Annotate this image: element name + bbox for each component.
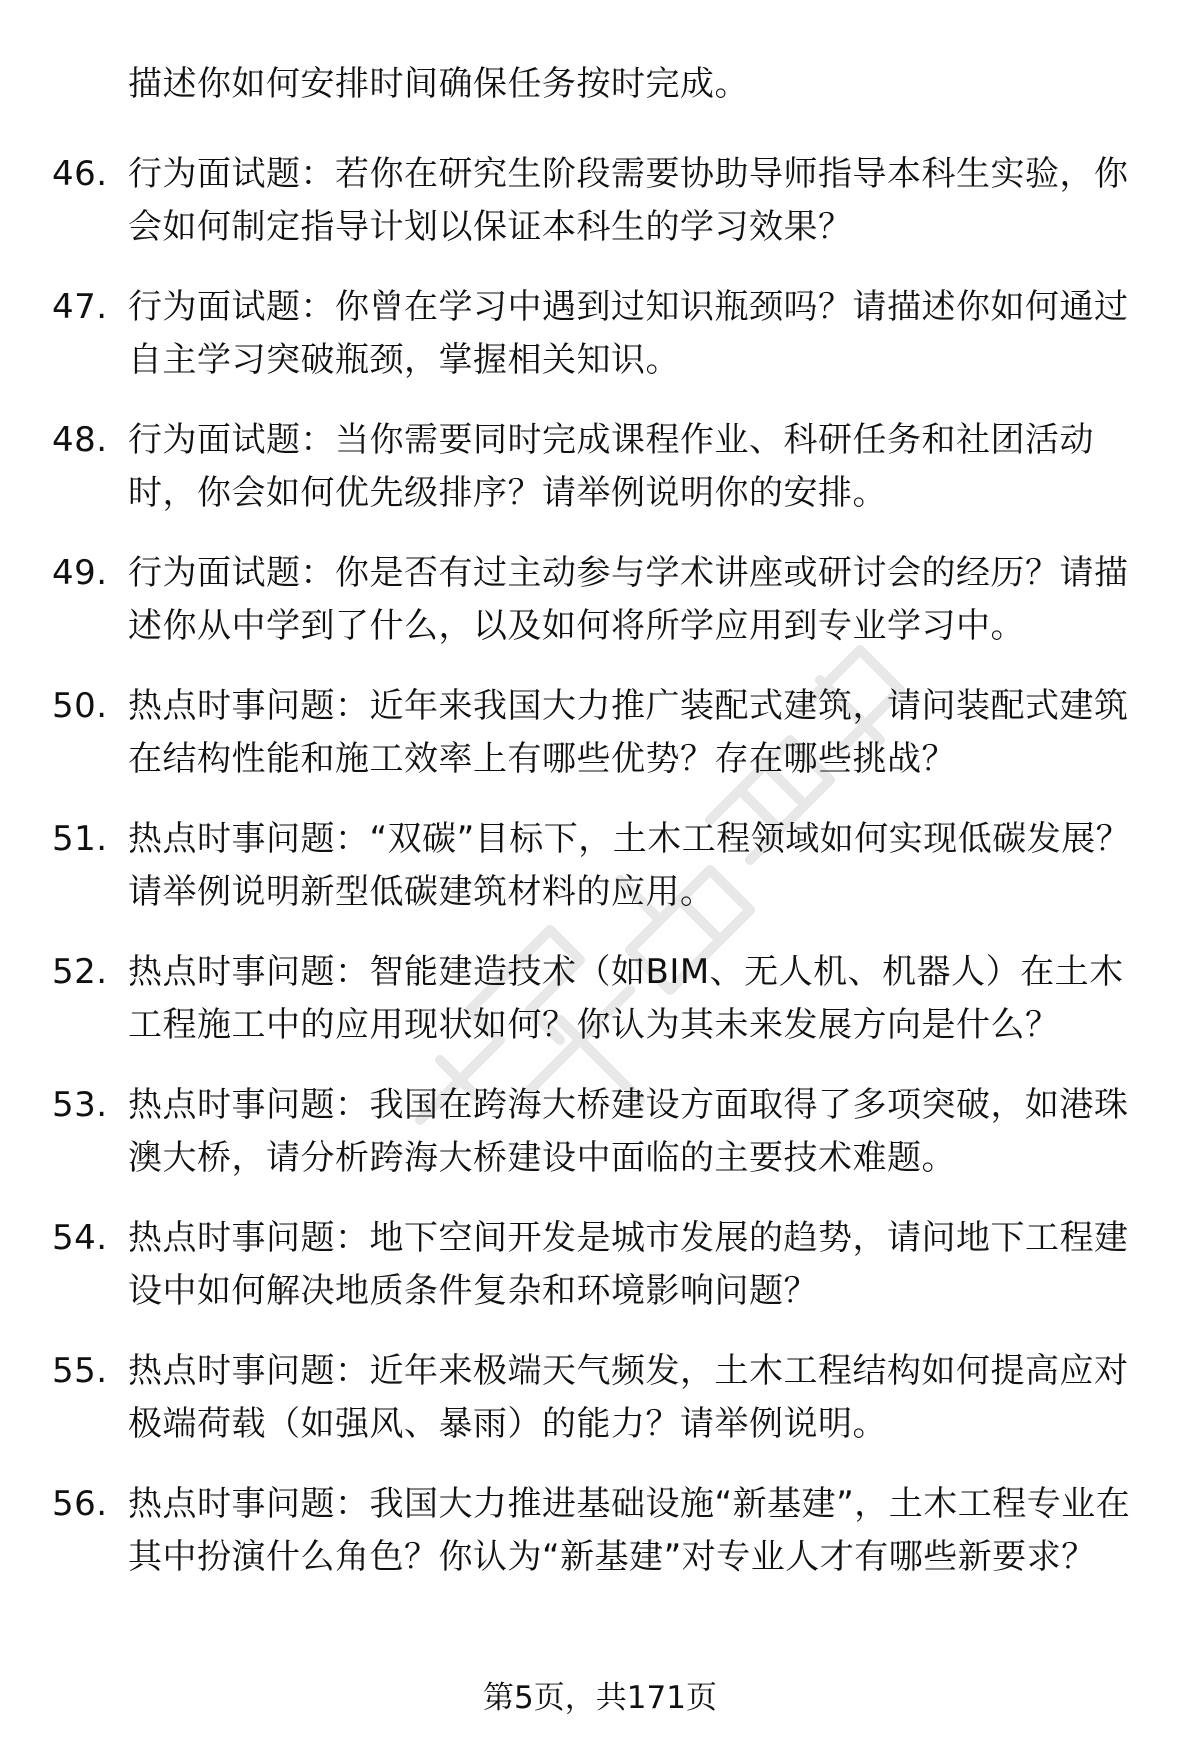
- question-list: [0, 148, 1200, 1611]
- question-number: 55.: [52, 1351, 108, 1391]
- question-item-46: [0, 148, 1200, 254]
- question-text: 行为面试题：你曾在学习中遇到过知识瓶颈吗？请描述你如何通过自主学习突破瓶颈，掌握相关知识。: [128, 287, 1129, 380]
- question-item-50: [0, 680, 1200, 786]
- question-item-47: [0, 281, 1200, 387]
- question-text: 行为面试题：当你需要同时完成课程作业、科研任务和社团活动时，你会如何优先级排序？请举例说明你的安排。: [128, 420, 1094, 513]
- question-item-48: [0, 414, 1200, 520]
- question-number: 56.: [52, 1484, 108, 1524]
- question-text: 行为面试题：你是否有过主动参与学术讲座或研讨会的经历？请描述你从中学到了什么，以及如何将所学应用到专业学习中。: [128, 553, 1129, 646]
- question-item-51: [0, 813, 1200, 919]
- question-item-53: [0, 1079, 1200, 1185]
- question-item-56: [0, 1478, 1200, 1584]
- question-text: 热点时事问题：近年来极端天气频发，土木工程结构如何提高应对极端荷载（如强风、暴雨）的能力？请举例说明。: [128, 1351, 1129, 1444]
- question-number: 49.: [52, 553, 108, 593]
- question-number: 51.: [52, 819, 108, 859]
- question-number: 50.: [52, 686, 108, 726]
- question-number: 52.: [52, 952, 108, 992]
- question-number: 53.: [52, 1085, 108, 1125]
- question-number: 48.: [52, 420, 108, 460]
- question-item-54: [0, 1212, 1200, 1318]
- question-number: 54.: [52, 1218, 108, 1258]
- question-item-49: [0, 547, 1200, 653]
- question-number: 47.: [52, 287, 108, 327]
- question-text: 热点时事问题：智能建造技术（如BIM、无人机、机器人）在土木工程施工中的应用现状如何？你认为其未来发展方向是什么？: [128, 952, 1124, 1045]
- question-text: 热点时事问题：我国在跨海大桥建设方面取得了多项突破，如港珠澳大桥，请分析跨海大桥建设中面临的主要技术难题。: [128, 1085, 1129, 1178]
- question-item-55: [0, 1345, 1200, 1451]
- question-text: 热点时事问题：地下空间开发是城市发展的趋势，请问地下工程建设中如何解决地质条件复杂和环境影响问题？: [128, 1218, 1129, 1311]
- question-item-52: [0, 946, 1200, 1052]
- question-number: 46.: [52, 154, 108, 194]
- continuation-text: 描述你如何安排时间确保任务按时完成。: [128, 64, 749, 104]
- question-text: 热点时事问题：“双碳”目标下，土木工程领域如何实现低碳发展？请举例说明新型低碳建筑材料的应用。: [128, 819, 1131, 912]
- question-text: 热点时事问题：近年来我国大力推广装配式建筑，请问装配式建筑在结构性能和施工效率上有哪些优势？存在哪些挑战？: [128, 686, 1129, 779]
- question-text: 行为面试题：若你在研究生阶段需要协助导师指导本科生实验，你会如何制定指导计划以保证本科生的学习效果？: [128, 154, 1129, 247]
- question-text: 热点时事问题：我国大力推进基础设施“新基建”，土木工程专业在其中扮演什么角色？你认为“新基建”对专业人才有哪些新要求？: [128, 1484, 1131, 1577]
- page-footer: 第5页，共171页: [483, 1680, 717, 1716]
